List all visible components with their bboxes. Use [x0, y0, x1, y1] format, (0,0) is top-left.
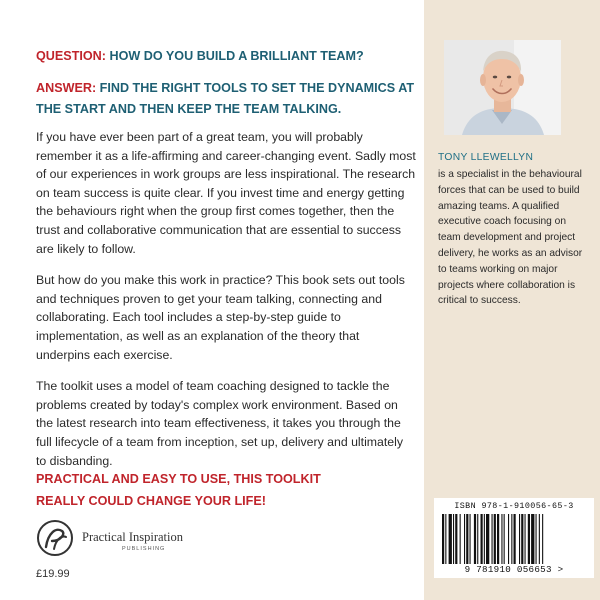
barcode-bars — [436, 514, 592, 566]
isbn-label: ISBN 978-1-910056-65-3 — [454, 501, 574, 511]
barcode-bar — [542, 514, 543, 566]
author-photo — [444, 40, 561, 135]
answer-line-2 — [36, 99, 416, 121]
isbn-barcode — [434, 498, 594, 578]
author-bio: is a specialist in the behavioural forces that can be used to build amazing teams. A qualified executive coach focusing on team development and project delivery, he works as an advisor to teams working on major projects where collaboration is critical to success. — [438, 169, 583, 307]
price: £19.99 — [36, 568, 70, 580]
publisher-name: Practical Inspiration — [82, 530, 184, 544]
answer-label: ANSWER: — [36, 80, 97, 95]
author-name: TONY LLEWELLYN — [438, 152, 534, 163]
question-label: QUESTION: — [36, 49, 106, 63]
barcode-bar — [521, 514, 523, 566]
barcode-bar — [508, 514, 509, 566]
barcode-bar — [445, 514, 446, 566]
barcode-bar — [536, 514, 537, 566]
question-answer-block — [36, 46, 416, 121]
answer-text-line2: THE START AND THEN KEEP THE TEAM TALKING. — [36, 102, 342, 116]
author-portrait-image — [444, 40, 561, 135]
barcode-bar — [477, 514, 478, 566]
barcode-bar — [514, 514, 516, 566]
barcode-bar — [504, 514, 505, 566]
barcode-bar — [453, 514, 454, 566]
barcode-bar — [470, 514, 471, 566]
barcode-bar — [501, 514, 502, 566]
barcode-bar — [539, 514, 540, 566]
closing-line-1: PRACTICAL AND EASY TO USE, THIS TOOLKIT — [36, 472, 321, 486]
barcode-bar — [531, 514, 534, 566]
barcode-bar — [497, 514, 499, 566]
barcode-bar — [466, 514, 468, 566]
barcode-bar — [525, 514, 526, 566]
blurb-body — [36, 128, 416, 483]
barcode-bar — [455, 514, 457, 566]
question-line — [36, 46, 416, 68]
blurb-paragraph-3: The toolkit uses a model of team coaching designed to tackle the problems created by today's complex work environment. Based on the latest research into team effectiveness, it takes you through the full lifecycle of a team from inception, set up, delivery and ultimately to disbanding. — [36, 379, 404, 468]
barcode-bar — [494, 514, 496, 566]
barcode-bar — [484, 514, 485, 566]
barcode-bar — [511, 514, 512, 566]
publisher-logo-block — [36, 519, 236, 559]
closing-tagline — [36, 469, 416, 512]
closing-line-2: REALLY COULD CHANGE YOUR LIFE! — [36, 493, 266, 508]
barcode-bar — [486, 514, 489, 566]
barcode-bar — [474, 514, 476, 566]
publisher-logo-icon — [36, 519, 74, 557]
barcode-bar — [481, 514, 483, 566]
answer-line-1 — [36, 78, 416, 100]
barcode-bar — [528, 514, 530, 566]
blurb-paragraph-1: If you have ever been part of a great team, you will probably remember it as a life-affirming and career-changing event. Sadly most of our experiences in work groups are less inspirational. The research on team success is quite clear. If you invest time and energy getting the behaviours right when the group first comes together, then the trust and collaborative communication that are essential to success are likely to follow. — [36, 130, 416, 256]
barcode-bar — [464, 514, 465, 566]
barcode-digits: 9 781910 056653 > — [434, 564, 594, 575]
barcode-bar — [449, 514, 452, 566]
publisher-subtitle: PUBLISHING — [122, 546, 166, 552]
barcode-bar — [460, 514, 461, 566]
barcode-bar — [519, 514, 520, 566]
blurb-paragraph-2: But how do you make this work in practice? This book sets out tools and techniques proven to get your team talking, connecting and collaborating. Each tool includes a step-by-step guide to implementation, as well as an explanation of the theory that underpins each exercise. — [36, 273, 405, 362]
barcode-bar — [492, 514, 493, 566]
answer-text-line1: FIND THE RIGHT TOOLS TO SET THE DYNAMICS AT — [99, 80, 415, 95]
barcode-bar — [442, 514, 444, 566]
question-text: HOW DO YOU BUILD A BRILLIANT TEAM? — [109, 49, 364, 63]
